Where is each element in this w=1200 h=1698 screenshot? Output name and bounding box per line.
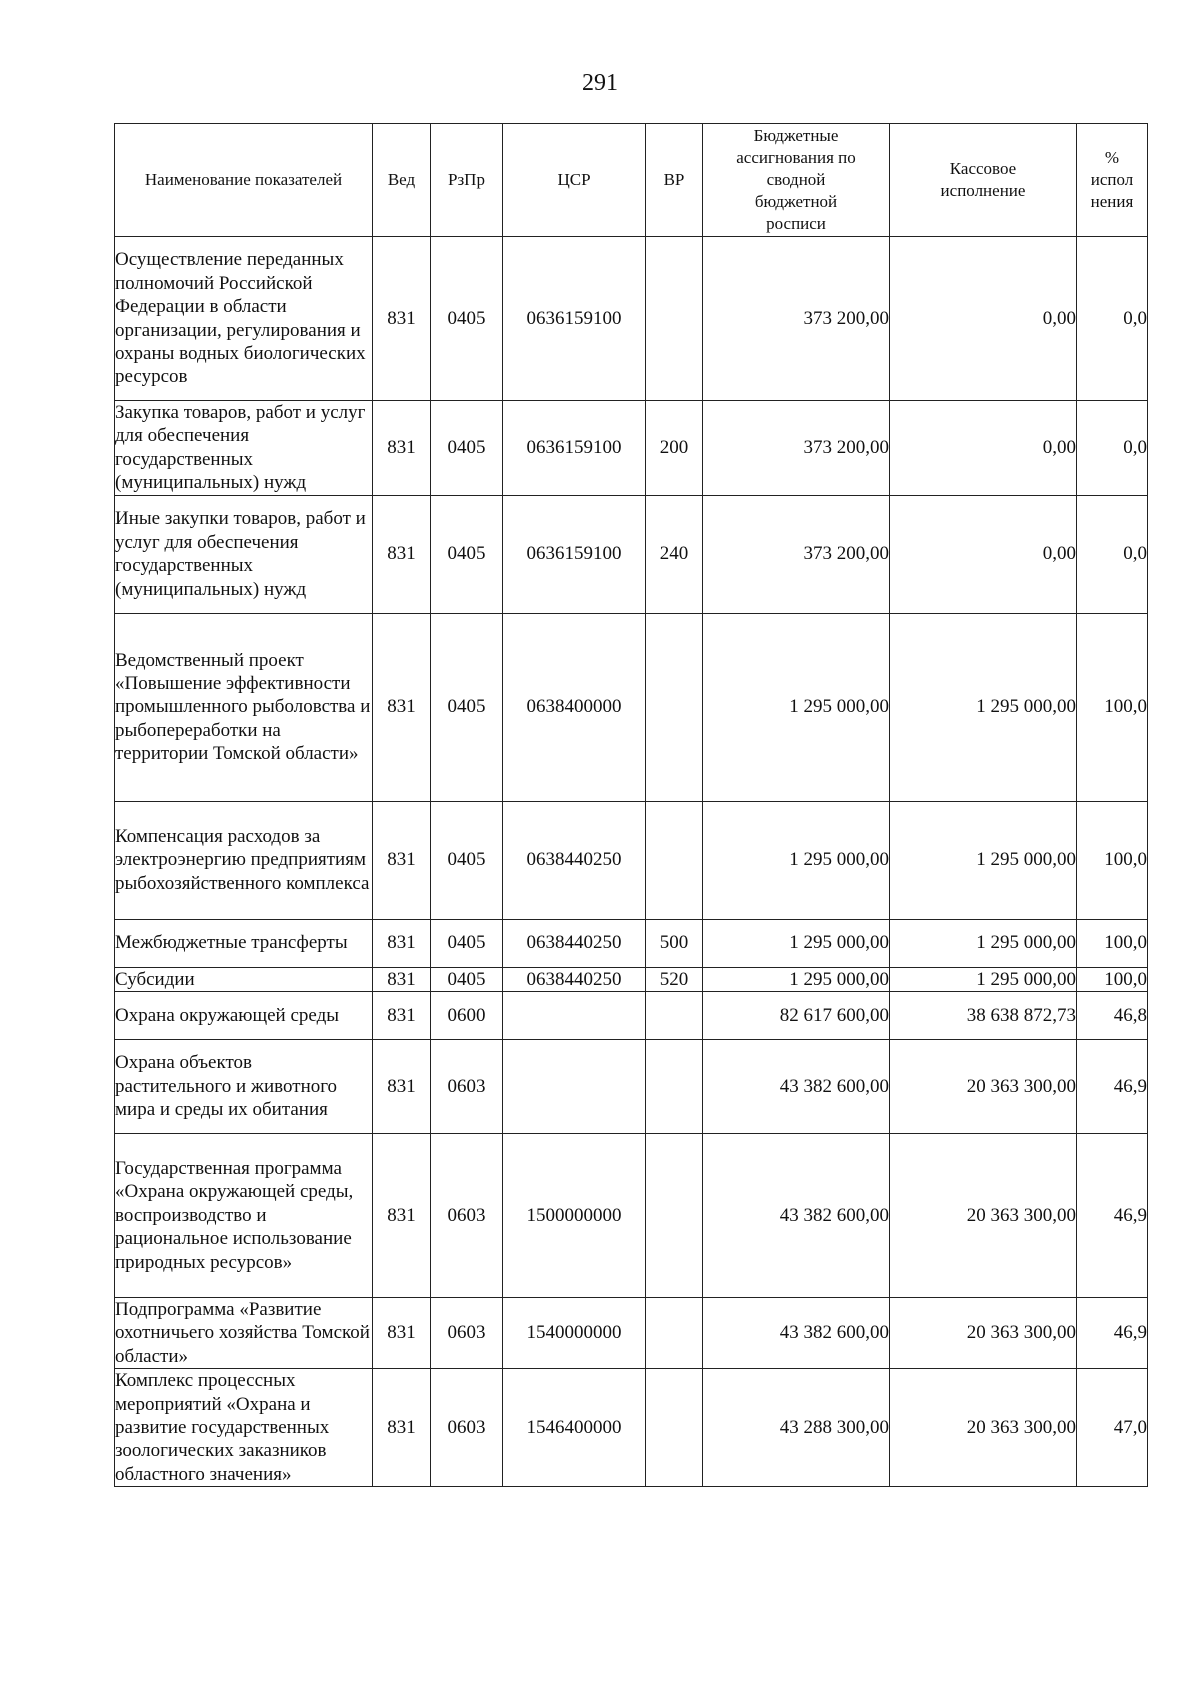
header-ved: Вед (373, 124, 431, 237)
header-name: Наименование показателей (115, 124, 373, 237)
row-budget: 1 295 000,00 (703, 967, 890, 991)
row-cash: 20 363 300,00 (890, 1298, 1077, 1369)
row-percent: 0,0 (1077, 237, 1148, 401)
row-rzpr: 0405 (431, 401, 503, 496)
row-rzpr: 0603 (431, 1040, 503, 1134)
row-cash: 1 295 000,00 (890, 801, 1077, 919)
row-cash: 1 295 000,00 (890, 919, 1077, 967)
row-percent: 46,9 (1077, 1298, 1148, 1369)
row-percent: 46,8 (1077, 992, 1148, 1040)
row-csr: 0638400000 (503, 613, 646, 801)
row-rzpr: 0600 (431, 992, 503, 1040)
row-ved: 831 (373, 992, 431, 1040)
row-name: Иные закупки товаров, работ и услуг для обеспечения государственных (муниципальных) нужд (115, 495, 373, 613)
row-budget: 43 382 600,00 (703, 1298, 890, 1369)
row-csr: 1546400000 (503, 1369, 646, 1487)
row-rzpr: 0603 (431, 1298, 503, 1369)
row-name: Ведомственный проект «Повышение эффективности промышленного рыболовства и рыбопереработки на территории Томской области» (115, 613, 373, 801)
header-rzpr: РзПр (431, 124, 503, 237)
row-name: Комплекс процессных мероприятий «Охрана и развитие государственных зоологических заказников областного значения» (115, 1369, 373, 1487)
row-rzpr: 0405 (431, 613, 503, 801)
row-csr: 1540000000 (503, 1298, 646, 1369)
row-csr: 1500000000 (503, 1134, 646, 1298)
row-budget: 373 200,00 (703, 237, 890, 401)
row-ved: 831 (373, 401, 431, 496)
row-budget: 82 617 600,00 (703, 992, 890, 1040)
row-name: Государственная программа «Охрана окружающей среды, воспроизводство и рациональное использование природных ресурсов» (115, 1134, 373, 1298)
row-vr: 200 (646, 401, 703, 496)
page-number: 291 (582, 70, 618, 96)
row-ved: 831 (373, 801, 431, 919)
row-ved: 831 (373, 1298, 431, 1369)
row-percent: 0,0 (1077, 401, 1148, 496)
row-rzpr: 0405 (431, 495, 503, 613)
header-percent: % испол нения (1077, 124, 1148, 237)
row-name: Субсидии (115, 967, 373, 991)
row-vr (646, 1369, 703, 1487)
row-csr: 0638440250 (503, 801, 646, 919)
row-vr (646, 1040, 703, 1134)
row-rzpr: 0405 (431, 967, 503, 991)
row-percent: 100,0 (1077, 919, 1148, 967)
row-csr: 0636159100 (503, 495, 646, 613)
table-row (115, 401, 1148, 496)
row-ved: 831 (373, 1369, 431, 1487)
row-vr: 500 (646, 919, 703, 967)
header-budget: Бюджетные ассигнования по сводной бюджетной росписи (703, 124, 890, 237)
row-csr: 0638440250 (503, 967, 646, 991)
row-vr (646, 1134, 703, 1298)
row-vr (646, 801, 703, 919)
table-row (115, 992, 1148, 1040)
row-budget: 373 200,00 (703, 401, 890, 496)
row-cash: 20 363 300,00 (890, 1369, 1077, 1487)
row-budget: 43 288 300,00 (703, 1369, 890, 1487)
table-row (115, 967, 1148, 991)
row-cash: 0,00 (890, 495, 1077, 613)
row-rzpr: 0603 (431, 1134, 503, 1298)
row-vr (646, 1298, 703, 1369)
row-vr (646, 237, 703, 401)
table-row (115, 1134, 1148, 1298)
row-ved: 831 (373, 613, 431, 801)
row-name: Охрана объектов растительного и животного мира и среды их обитания (115, 1040, 373, 1134)
row-name: Закупка товаров, работ и услуг для обеспечения государственных (муниципальных) нужд (115, 401, 373, 496)
row-percent: 100,0 (1077, 967, 1148, 991)
row-percent: 100,0 (1077, 613, 1148, 801)
budget-execution-table (114, 123, 1148, 1487)
header-csr: ЦСР (503, 124, 646, 237)
header-row (115, 124, 1148, 237)
table-row (115, 919, 1148, 967)
row-cash: 0,00 (890, 237, 1077, 401)
row-percent: 46,9 (1077, 1040, 1148, 1134)
row-name: Подпрограмма «Развитие охотничьего хозяйства Томской области» (115, 1298, 373, 1369)
row-vr (646, 992, 703, 1040)
row-csr: 0636159100 (503, 237, 646, 401)
row-cash: 20 363 300,00 (890, 1134, 1077, 1298)
row-cash: 0,00 (890, 401, 1077, 496)
row-rzpr: 0405 (431, 801, 503, 919)
row-rzpr: 0603 (431, 1369, 503, 1487)
row-csr: 0638440250 (503, 919, 646, 967)
row-percent: 46,9 (1077, 1134, 1148, 1298)
row-percent: 0,0 (1077, 495, 1148, 613)
row-budget: 1 295 000,00 (703, 919, 890, 967)
row-cash: 38 638 872,73 (890, 992, 1077, 1040)
table-row (115, 613, 1148, 801)
row-percent: 100,0 (1077, 801, 1148, 919)
row-budget: 373 200,00 (703, 495, 890, 613)
header-vr: ВР (646, 124, 703, 237)
row-ved: 831 (373, 1040, 431, 1134)
row-name: Межбюджетные трансферты (115, 919, 373, 967)
table-row (115, 1369, 1148, 1487)
row-vr: 240 (646, 495, 703, 613)
table-row (115, 1298, 1148, 1369)
row-vr (646, 613, 703, 801)
row-budget: 1 295 000,00 (703, 801, 890, 919)
row-rzpr: 0405 (431, 919, 503, 967)
row-ved: 831 (373, 495, 431, 613)
table-row (115, 801, 1148, 919)
row-rzpr: 0405 (431, 237, 503, 401)
row-csr (503, 992, 646, 1040)
row-ved: 831 (373, 237, 431, 401)
row-budget: 1 295 000,00 (703, 613, 890, 801)
table-row (115, 1040, 1148, 1134)
table-row (115, 237, 1148, 401)
row-ved: 831 (373, 919, 431, 967)
header-cash: Кассовое исполнение (890, 124, 1077, 237)
row-name: Компенсация расходов за электроэнергию предприятиям рыбохозяйственного комплекса (115, 801, 373, 919)
row-ved: 831 (373, 1134, 431, 1298)
row-budget: 43 382 600,00 (703, 1040, 890, 1134)
row-ved: 831 (373, 967, 431, 991)
row-name: Охрана окружающей среды (115, 992, 373, 1040)
row-budget: 43 382 600,00 (703, 1134, 890, 1298)
row-csr: 0636159100 (503, 401, 646, 496)
row-cash: 20 363 300,00 (890, 1040, 1077, 1134)
table-row (115, 495, 1148, 613)
row-name: Осуществление переданных полномочий Российской Федерации в области организации, регулирования и охраны водных биологических ресурсов (115, 237, 373, 401)
row-cash: 1 295 000,00 (890, 613, 1077, 801)
row-vr: 520 (646, 967, 703, 991)
row-cash: 1 295 000,00 (890, 967, 1077, 991)
row-percent: 47,0 (1077, 1369, 1148, 1487)
row-csr (503, 1040, 646, 1134)
